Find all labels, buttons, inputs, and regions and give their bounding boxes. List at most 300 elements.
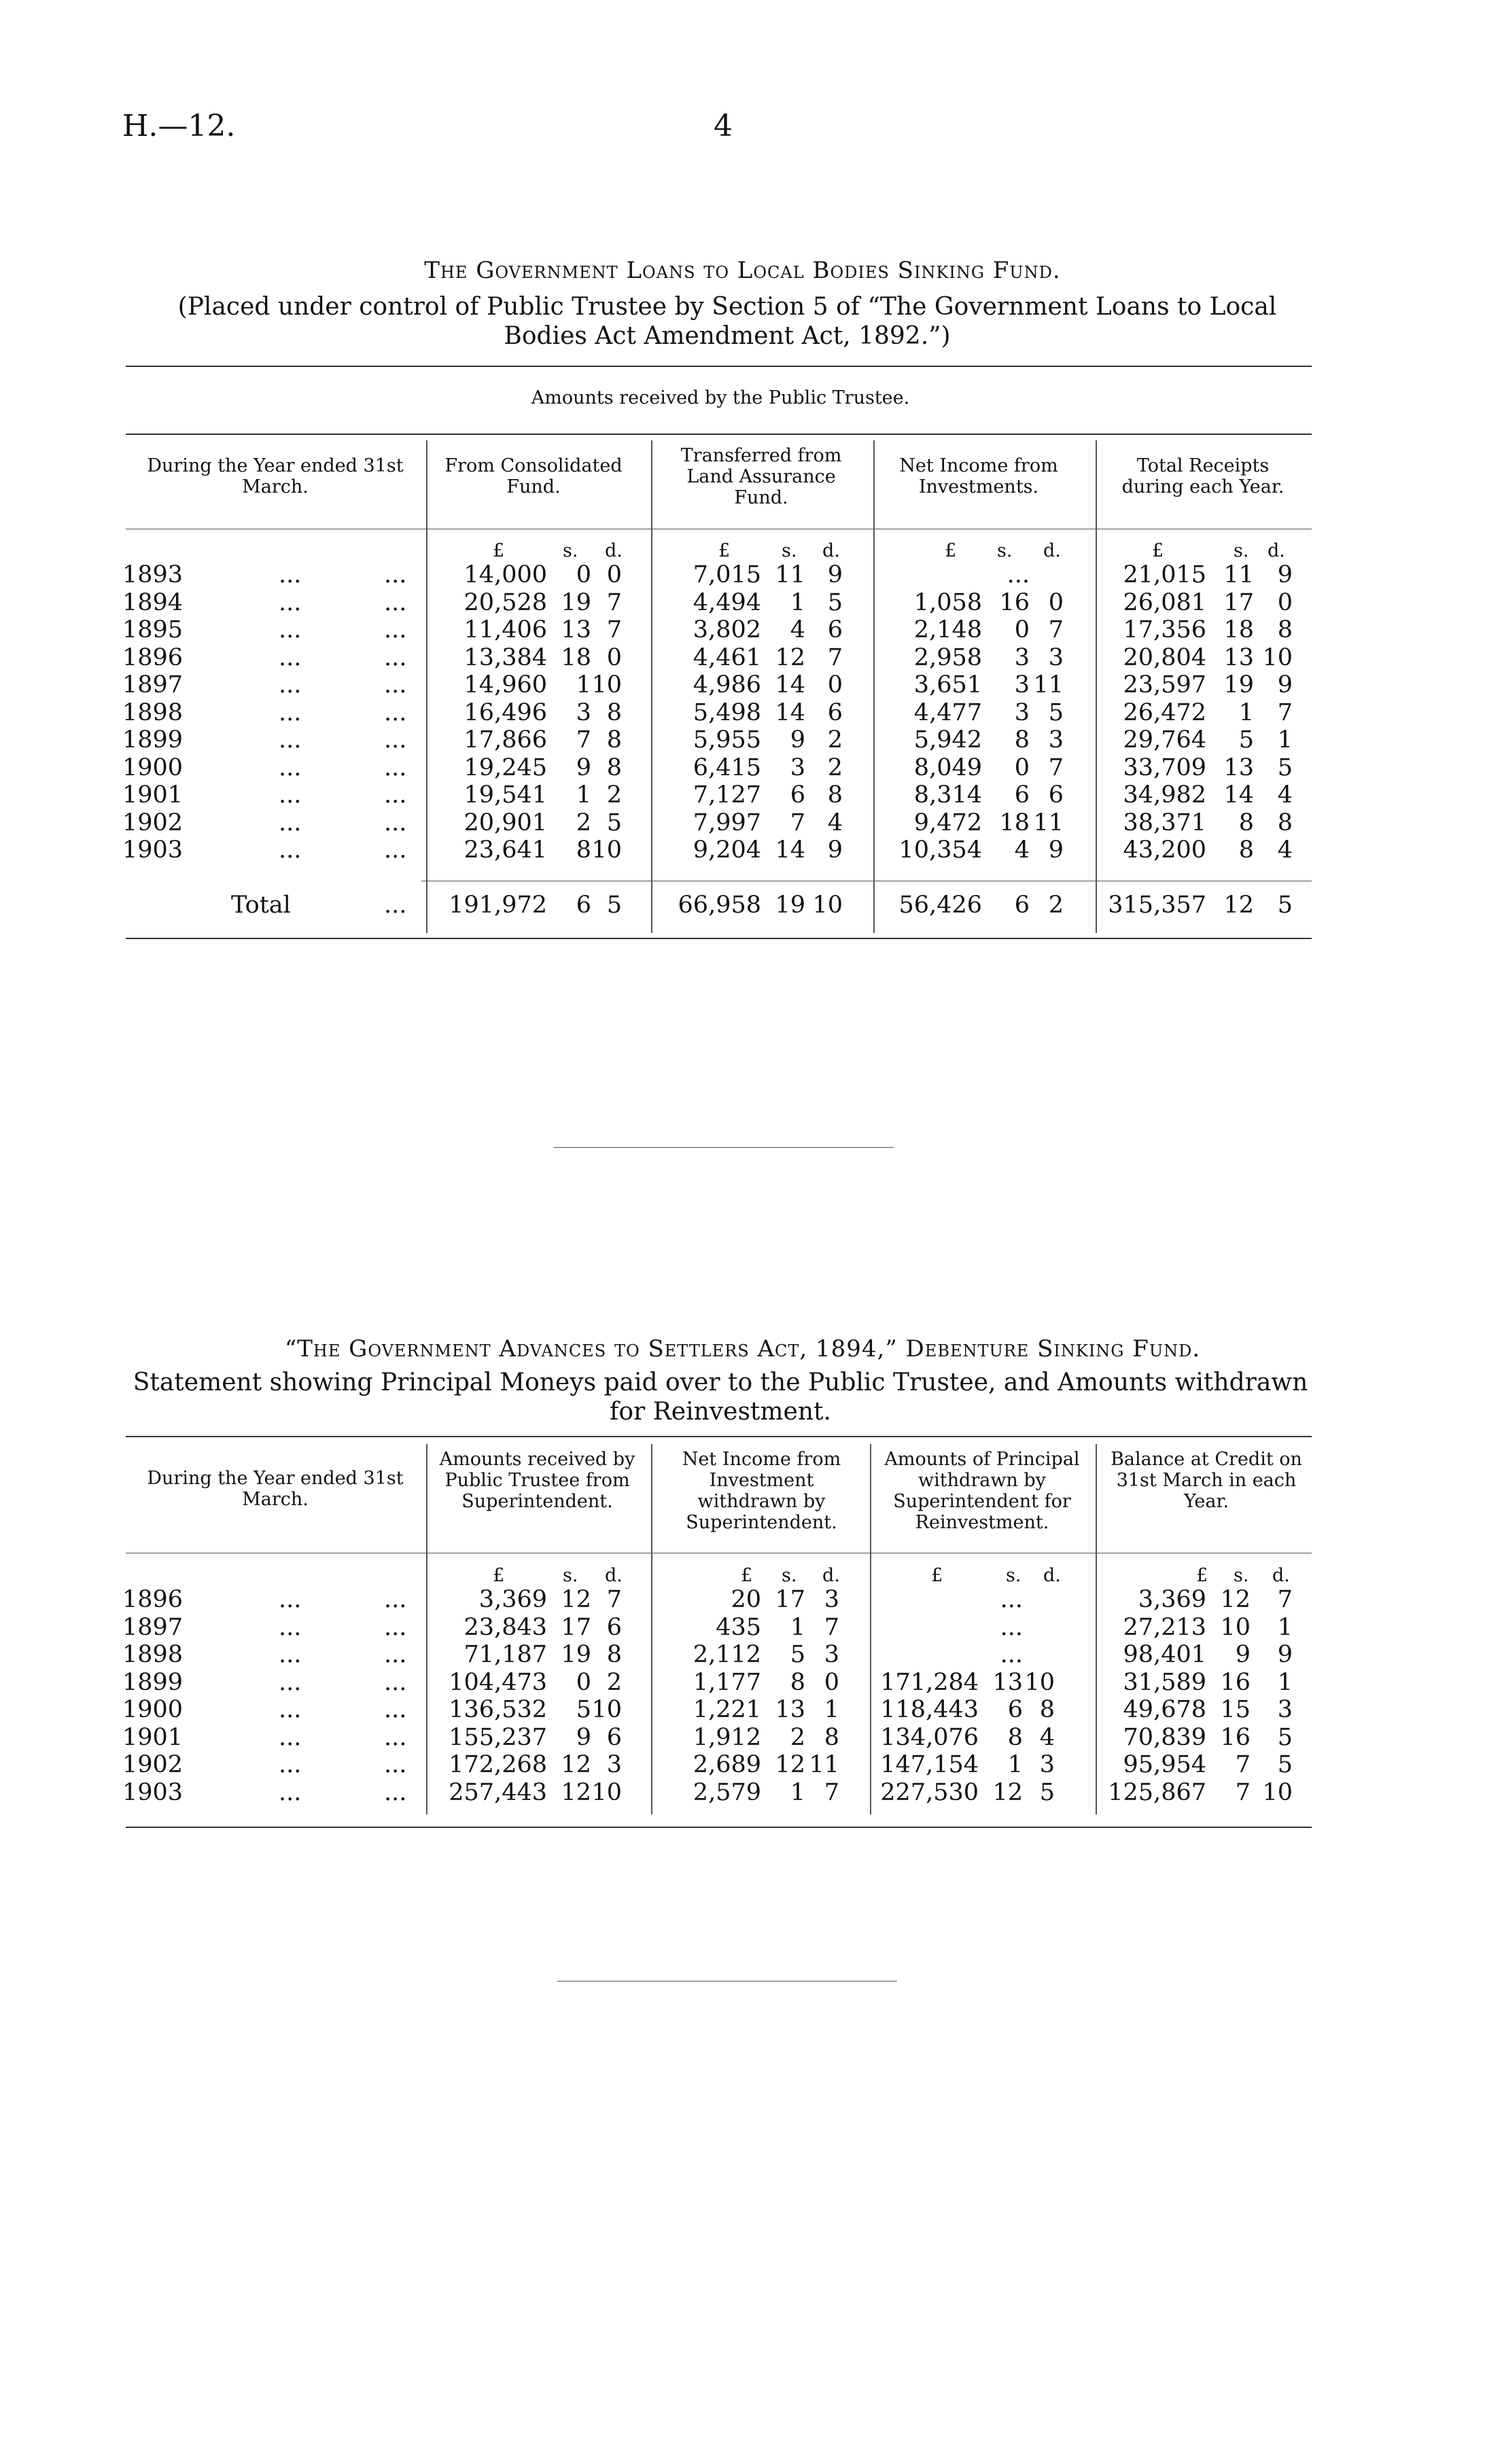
s2-c4-pounds: 98,401 <box>1123 1641 1206 1668</box>
table-row <box>122 1641 1318 1669</box>
leader-dots: ... <box>384 837 407 864</box>
leader-dots: ... <box>279 754 302 781</box>
s2-c3-pounds: 134,076 <box>880 1723 979 1751</box>
s1-c2-shillings: 7 <box>790 809 805 837</box>
s1-c1-pounds: 20,528 <box>464 588 547 616</box>
s1-c3-shillings: 0 <box>1014 754 1030 781</box>
year-cell: 1897 <box>122 671 184 699</box>
s2-c2-pounds: 1,221 <box>693 1696 761 1723</box>
s1-c2-pounds: 7,127 <box>693 781 761 809</box>
section2-title: “The Government Advances to Settlers Act, 1894,” Debenture Sinking Fund. <box>284 1335 1201 1362</box>
s2-c2-pounds: 1,177 <box>693 1668 761 1696</box>
s2-unit-d-2: d. <box>822 1565 840 1586</box>
s2-col-principal-withdrawn: Amounts of Principal withdrawn by Superintendent for Reinvestment. <box>884 1449 1080 1533</box>
s2-c1-pounds: 23,843 <box>464 1613 547 1641</box>
s2-c2-shillings: 17 <box>775 1586 805 1613</box>
s1-c3-pence: 11 <box>1033 671 1064 699</box>
s2-c4-shillings: 15 <box>1220 1696 1251 1723</box>
leader-dots: ... <box>384 671 407 699</box>
year-cell: 1899 <box>122 726 184 754</box>
leader-dots: ... <box>384 616 407 644</box>
s1-c2-pence: 6 <box>827 616 843 644</box>
s2-c1-pence: 2 <box>606 1668 622 1696</box>
year-cell: 1898 <box>122 1641 184 1668</box>
leader-dots: ... <box>279 1613 302 1641</box>
s1-c3-empty-cell: ... <box>1007 561 1030 588</box>
s2-c1-shillings: 19 <box>561 1641 591 1668</box>
s2-c1-pounds: 104,473 <box>449 1668 547 1696</box>
s2-col-received: Amounts received by Public Trustee from Superintendent. <box>439 1449 635 1512</box>
s2-c4-shillings: 16 <box>1220 1668 1251 1696</box>
section1-bottom-rule <box>126 938 1312 939</box>
section2-subtitle: Statement showing Principal Moneys paid over to the Public Trustee, and Amounts withdrawn for Reinvestment. <box>133 1369 1308 1426</box>
leader-dots: ... <box>279 1723 302 1751</box>
s2-c1-pounds: 136,532 <box>449 1696 547 1723</box>
s1-c3-pounds: 5,942 <box>913 726 982 754</box>
s2-c3-pence: 4 <box>1039 1723 1055 1751</box>
leader-dots: ... <box>279 616 302 644</box>
s2-c3-shillings: 12 <box>992 1778 1023 1806</box>
table-row <box>122 1669 1318 1697</box>
s1-c2-pence: 4 <box>827 809 843 837</box>
s2-c1-pence: 7 <box>606 1586 622 1613</box>
s1-c1-pence: 8 <box>606 699 622 726</box>
s1-c1-pounds: 14,000 <box>464 561 547 588</box>
leader-dots: ... <box>279 671 302 699</box>
s2-c1-shillings: 9 <box>576 1723 591 1751</box>
s1-total-c3-shillings: 6 <box>1014 892 1030 919</box>
s1-total-c1-pounds: 191,972 <box>449 892 547 919</box>
section1-title: The Government Loans to Local Bodies Sinking Fund. <box>424 257 1061 284</box>
s1-c4-pounds: 34,982 <box>1123 781 1206 809</box>
s1-unit-d-4: d. <box>1268 540 1285 561</box>
s2-c4-shillings: 16 <box>1220 1723 1251 1751</box>
s1-c3-pounds: 8,314 <box>913 781 982 809</box>
s2-c2-shillings: 1 <box>790 1778 805 1806</box>
s1-c1-pence: 8 <box>606 754 622 781</box>
s1-c2-shillings: 6 <box>790 781 805 809</box>
s1-c2-shillings: 14 <box>775 699 805 726</box>
table-row <box>122 671 1318 699</box>
s1-total-c3-pounds: 56,426 <box>898 892 982 919</box>
s2-c2-pounds: 2,689 <box>693 1751 761 1778</box>
s1-total-c2-shillings: 19 <box>775 892 805 919</box>
year-cell: 1901 <box>122 1723 184 1751</box>
table-row <box>122 726 1318 754</box>
s2-c3-empty-cell: ... <box>1000 1613 1023 1641</box>
s1-unit-s-2: s. <box>782 540 797 561</box>
s1-c4-pence: 8 <box>1277 809 1293 837</box>
s1-c1-shillings: 18 <box>561 644 591 671</box>
s1-c1-pence: 7 <box>606 588 622 616</box>
s2-unit-pound-4: £ <box>1196 1565 1208 1586</box>
s1-unit-d-1: d. <box>605 540 623 561</box>
s1-c3-shillings: 18 <box>999 809 1030 837</box>
s1-c2-shillings: 14 <box>775 837 805 864</box>
s1-unit-pound-4: £ <box>1152 540 1164 561</box>
year-cell: 1896 <box>122 644 184 671</box>
s1-c2-pounds: 4,494 <box>693 588 761 616</box>
s1-c3-shillings: 4 <box>1014 837 1030 864</box>
s1-c4-pounds: 38,371 <box>1123 809 1206 837</box>
s2-unit-pound-1: £ <box>493 1565 505 1586</box>
s1-total-c4-shillings: 12 <box>1223 892 1254 919</box>
s2-c2-pounds: 20 <box>731 1586 761 1613</box>
s1-c3-pence: 7 <box>1048 616 1064 644</box>
section2-top-rule <box>126 1436 1312 1437</box>
s1-c1-pounds: 20,901 <box>464 809 547 837</box>
s1-c2-pounds: 5,955 <box>693 726 761 754</box>
s1-total-c4-pounds: 315,357 <box>1108 892 1206 919</box>
s1-c4-shillings: 8 <box>1238 837 1254 864</box>
s1-c4-pounds: 29,764 <box>1123 726 1206 754</box>
section1-header-top-rule <box>126 434 1312 435</box>
s2-c1-shillings: 0 <box>576 1668 591 1696</box>
s1-c3-shillings: 8 <box>1014 726 1030 754</box>
s1-c2-shillings: 12 <box>775 644 805 671</box>
year-cell: 1899 <box>122 1668 184 1696</box>
s1-c1-shillings: 8 <box>576 837 591 864</box>
table-row <box>122 616 1318 644</box>
s2-unit-pound-3: £ <box>931 1565 943 1586</box>
year-cell: 1896 <box>122 1586 184 1613</box>
page-number: 4 <box>714 109 733 143</box>
s2-c4-shillings: 7 <box>1235 1751 1251 1778</box>
s2-c4-pounds: 125,867 <box>1108 1778 1206 1806</box>
leader-dots: ... <box>279 1586 302 1613</box>
s2-c3-pence: 10 <box>1024 1668 1055 1696</box>
s1-c4-shillings: 17 <box>1223 588 1254 616</box>
s2-c4-shillings: 7 <box>1235 1778 1251 1806</box>
s1-c1-pence: 2 <box>606 781 622 809</box>
s1-c4-shillings: 1 <box>1238 699 1254 726</box>
section1-subtitle: (Placed under control of Public Trustee by Section 5 of “The Government Loans to Local Bodies Act Amendment Act, 1892.”) <box>177 293 1277 350</box>
s1-c1-shillings: 0 <box>576 561 591 588</box>
s1-unit-s-4: s. <box>1234 540 1249 561</box>
s1-c3-shillings: 3 <box>1014 644 1030 671</box>
table-row <box>122 699 1318 727</box>
section2-table-body <box>122 1586 1318 1806</box>
s2-unit-s-4: s. <box>1234 1565 1249 1586</box>
s1-c2-pence: 5 <box>827 588 843 616</box>
s1-unit-s-3: s. <box>997 540 1013 561</box>
s2-col-year: During the Year ended 31st March. <box>147 1468 404 1510</box>
s1-c2-pounds: 5,498 <box>693 699 761 726</box>
s1-c3-pounds: 9,472 <box>913 809 982 837</box>
table-row <box>122 1779 1318 1807</box>
table-row <box>122 781 1318 809</box>
s2-c3-pence: 8 <box>1039 1696 1055 1723</box>
s2-c4-pence: 3 <box>1277 1696 1293 1723</box>
s1-unit-pound-2: £ <box>718 540 731 561</box>
s1-c1-pounds: 19,541 <box>464 781 547 809</box>
s2-c4-pounds: 3,369 <box>1138 1586 1206 1613</box>
s2-c3-pounds: 171,284 <box>880 1668 979 1696</box>
s2-unit-d-4: d. <box>1272 1565 1290 1586</box>
s1-c2-shillings: 3 <box>790 754 805 781</box>
s1-c1-pounds: 11,406 <box>464 616 547 644</box>
s2-c4-pence: 10 <box>1262 1778 1293 1806</box>
year-cell: 1897 <box>122 1613 184 1641</box>
s2-c2-pence: 8 <box>824 1723 839 1751</box>
leader-dots: ... <box>279 837 302 864</box>
s2-c2-pence: 3 <box>824 1586 839 1613</box>
s1-c1-pounds: 23,641 <box>464 837 547 864</box>
s2-c2-pence: 11 <box>809 1751 839 1778</box>
table-row <box>122 1614 1318 1642</box>
s2-c1-shillings: 12 <box>561 1778 591 1806</box>
section1-top-rule <box>126 366 1312 367</box>
s1-c2-pence: 0 <box>827 671 843 699</box>
table-row <box>122 1586 1318 1614</box>
table-row <box>122 1696 1318 1724</box>
s2-c1-pounds: 172,268 <box>449 1751 547 1778</box>
table-row <box>122 754 1318 782</box>
year-cell: 1900 <box>122 1696 184 1723</box>
s2-c2-shillings: 12 <box>775 1751 805 1778</box>
s1-c1-pence: 10 <box>591 671 622 699</box>
s2-c4-shillings: 12 <box>1220 1586 1251 1613</box>
year-cell: 1894 <box>122 588 184 616</box>
s1-c4-pence: 1 <box>1277 726 1293 754</box>
s2-c4-pounds: 95,954 <box>1123 1751 1206 1778</box>
s1-c3-pence: 3 <box>1048 644 1064 671</box>
s2-unit-d-3: d. <box>1043 1565 1061 1586</box>
s1-c3-pence: 9 <box>1048 837 1064 864</box>
s1-c3-shillings: 16 <box>999 588 1030 616</box>
s1-total-c3-pence: 2 <box>1048 892 1064 919</box>
s1-col-net-income: Net Income from Investments. <box>899 455 1058 497</box>
leader-dots: ... <box>384 644 407 671</box>
s2-c4-pence: 7 <box>1277 1586 1293 1613</box>
s1-c4-pence: 4 <box>1277 781 1293 809</box>
section1-total-row <box>122 892 1318 919</box>
s2-c3-pounds: 118,443 <box>880 1696 979 1723</box>
leader-dots: ... <box>279 561 302 588</box>
s1-c3-shillings: 3 <box>1014 671 1030 699</box>
s1-c4-pence: 7 <box>1277 699 1293 726</box>
separator-rule-2 <box>557 1981 897 1982</box>
s1-c2-shillings: 11 <box>775 561 805 588</box>
s1-c1-pounds: 17,866 <box>464 726 547 754</box>
s2-c3-empty-cell: ... <box>1000 1641 1023 1668</box>
s1-c2-pounds: 7,015 <box>693 561 761 588</box>
s1-c4-pounds: 26,472 <box>1123 699 1206 726</box>
leader-dots: ... <box>384 1641 407 1668</box>
s1-c2-pence: 7 <box>827 644 843 671</box>
s1-c3-shillings: 0 <box>1014 616 1030 644</box>
s2-c4-pence: 1 <box>1277 1613 1293 1641</box>
s2-c2-pence: 0 <box>824 1668 839 1696</box>
s1-c1-pounds: 19,245 <box>464 754 547 781</box>
leader-dots: ... <box>384 892 407 919</box>
leader-dots: ... <box>384 1751 407 1778</box>
s1-c4-pence: 4 <box>1277 837 1293 864</box>
s2-c2-pence: 7 <box>824 1613 839 1641</box>
s2-c2-shillings: 8 <box>790 1668 805 1696</box>
s1-c2-pounds: 4,986 <box>693 671 761 699</box>
s2-c3-shillings: 1 <box>1007 1751 1023 1778</box>
s1-c4-shillings: 13 <box>1223 644 1254 671</box>
table-row <box>122 837 1318 864</box>
leader-dots: ... <box>279 699 302 726</box>
year-cell: 1902 <box>122 809 184 837</box>
leader-dots: ... <box>279 588 302 616</box>
s2-c1-pence: 10 <box>591 1696 622 1723</box>
s1-c3-pence: 0 <box>1048 588 1064 616</box>
s2-c2-pence: 1 <box>824 1696 839 1723</box>
s2-c1-pence: 6 <box>606 1723 622 1751</box>
separator-rule-1 <box>554 1147 894 1148</box>
s1-c1-pence: 0 <box>606 644 622 671</box>
s1-c1-shillings: 1 <box>576 781 591 809</box>
s1-c1-shillings: 2 <box>576 809 591 837</box>
leader-dots: ... <box>384 1586 407 1613</box>
s1-c3-pounds: 3,651 <box>913 671 982 699</box>
s1-c2-pounds: 3,802 <box>693 616 761 644</box>
s1-c1-shillings: 9 <box>576 754 591 781</box>
s1-col-total-receipts: Total Receipts during each Year. <box>1121 455 1285 497</box>
document-reference: H.—12. <box>122 109 236 143</box>
s1-c3-pence: 5 <box>1048 699 1064 726</box>
section2-bottom-rule <box>126 1827 1312 1828</box>
s2-c1-pence: 3 <box>606 1751 622 1778</box>
s2-c4-pounds: 49,678 <box>1123 1696 1206 1723</box>
leader-dots: ... <box>384 726 407 754</box>
s2-c2-shillings: 1 <box>790 1613 805 1641</box>
s1-c4-pence: 9 <box>1277 671 1293 699</box>
s2-c1-shillings: 12 <box>561 1586 591 1613</box>
s1-c3-pounds: 2,148 <box>913 616 982 644</box>
leader-dots: ... <box>384 588 407 616</box>
leader-dots: ... <box>279 1751 302 1778</box>
s1-c2-shillings: 14 <box>775 671 805 699</box>
s2-unit-pound-2: £ <box>741 1565 753 1586</box>
s1-total-c4-pence: 5 <box>1277 892 1293 919</box>
s2-col-balance: Balance at Credit on 31st March in each Year. <box>1111 1449 1302 1512</box>
s1-c4-pounds: 17,356 <box>1123 616 1206 644</box>
s2-c3-shillings: 8 <box>1007 1723 1023 1751</box>
s1-total-c2-pence: 10 <box>812 892 843 919</box>
s1-c3-pence: 11 <box>1033 809 1064 837</box>
leader-dots: ... <box>384 754 407 781</box>
s1-col-consolidated: From Consolidated Fund. <box>444 455 623 497</box>
total-row <box>122 892 1318 919</box>
s1-c1-pence: 5 <box>606 809 622 837</box>
s1-c4-pounds: 21,015 <box>1123 561 1206 588</box>
s1-c1-shillings: 1 <box>576 671 591 699</box>
total-label: Total <box>231 892 291 919</box>
s2-c4-pounds: 70,839 <box>1123 1723 1206 1751</box>
s1-col-year: During the Year ended 31st March. <box>147 455 404 497</box>
s1-c3-pounds: 1,058 <box>913 588 982 616</box>
s1-c2-shillings: 1 <box>790 588 805 616</box>
leader-dots: ... <box>384 1778 407 1806</box>
leader-dots: ... <box>279 809 302 837</box>
s2-c3-shillings: 6 <box>1007 1696 1023 1723</box>
s1-c4-pounds: 26,081 <box>1123 588 1206 616</box>
leader-dots: ... <box>384 561 407 588</box>
year-cell: 1895 <box>122 616 184 644</box>
year-cell: 1901 <box>122 781 184 809</box>
s1-col-land-assurance: Transferred from Land Assurance Fund. <box>680 445 842 508</box>
s2-c3-pence: 3 <box>1039 1751 1055 1778</box>
s1-c4-shillings: 5 <box>1238 726 1254 754</box>
s1-c1-pence: 8 <box>606 726 622 754</box>
leader-dots: ... <box>384 781 407 809</box>
s2-c2-pence: 3 <box>824 1641 839 1668</box>
s1-c4-pence: 10 <box>1262 644 1293 671</box>
s1-c2-pence: 6 <box>827 699 843 726</box>
table-row <box>122 644 1318 672</box>
table-row <box>122 561 1318 589</box>
s2-unit-s-3: s. <box>1006 1565 1021 1586</box>
year-cell: 1903 <box>122 1778 184 1806</box>
s1-c2-shillings: 9 <box>790 726 805 754</box>
s1-c4-pence: 9 <box>1277 561 1293 588</box>
s2-c2-shillings: 5 <box>790 1641 805 1668</box>
s1-c1-pounds: 13,384 <box>464 644 547 671</box>
leader-dots: ... <box>279 1641 302 1668</box>
table-row <box>122 809 1318 837</box>
s1-c1-pence: 10 <box>591 837 622 864</box>
table-row <box>122 589 1318 617</box>
table-row <box>122 1724 1318 1752</box>
s1-c3-shillings: 3 <box>1014 699 1030 726</box>
year-cell: 1893 <box>122 561 184 588</box>
leader-dots: ... <box>384 1696 407 1723</box>
s2-c1-pence: 6 <box>606 1613 622 1641</box>
leader-dots: ... <box>279 644 302 671</box>
s2-c2-shillings: 2 <box>790 1723 805 1751</box>
s1-c4-shillings: 11 <box>1223 561 1254 588</box>
s1-c3-shillings: 6 <box>1014 781 1030 809</box>
s1-c2-pence: 9 <box>827 561 843 588</box>
s2-c4-shillings: 10 <box>1220 1613 1251 1641</box>
s1-c3-pounds: 8,049 <box>913 754 982 781</box>
s2-c3-empty-cell: ... <box>1000 1586 1023 1613</box>
s1-c4-shillings: 14 <box>1223 781 1254 809</box>
section1-table-body <box>122 561 1318 864</box>
s1-c3-pence: 6 <box>1048 781 1064 809</box>
s2-c1-shillings: 17 <box>561 1613 591 1641</box>
s2-c1-pence: 8 <box>606 1641 622 1668</box>
leader-dots: ... <box>279 1778 302 1806</box>
s2-c4-pence: 1 <box>1277 1668 1293 1696</box>
s1-c2-pence: 9 <box>827 837 843 864</box>
s1-c2-pounds: 7,997 <box>693 809 761 837</box>
s1-c2-pounds: 9,204 <box>693 837 761 864</box>
s1-c2-pence: 2 <box>827 754 843 781</box>
s1-c2-pounds: 6,415 <box>693 754 761 781</box>
s2-c4-pence: 5 <box>1277 1751 1293 1778</box>
s1-c4-shillings: 18 <box>1223 616 1254 644</box>
s1-total-c2-pounds: 66,958 <box>678 892 761 919</box>
s1-c2-pounds: 4,461 <box>693 644 761 671</box>
s1-unit-d-2: d. <box>822 540 840 561</box>
s1-c2-pence: 2 <box>827 726 843 754</box>
s2-c4-pounds: 31,589 <box>1123 1668 1206 1696</box>
s2-c1-shillings: 5 <box>576 1696 591 1723</box>
leader-dots: ... <box>384 809 407 837</box>
s2-c2-pounds: 2,579 <box>693 1778 761 1806</box>
s2-c1-pounds: 257,443 <box>449 1778 547 1806</box>
s2-unit-s-2: s. <box>782 1565 797 1586</box>
s2-c1-pounds: 3,369 <box>478 1586 547 1613</box>
s2-c2-pence: 7 <box>824 1778 839 1806</box>
s1-c4-pounds: 33,709 <box>1123 754 1206 781</box>
leader-dots: ... <box>279 1668 302 1696</box>
